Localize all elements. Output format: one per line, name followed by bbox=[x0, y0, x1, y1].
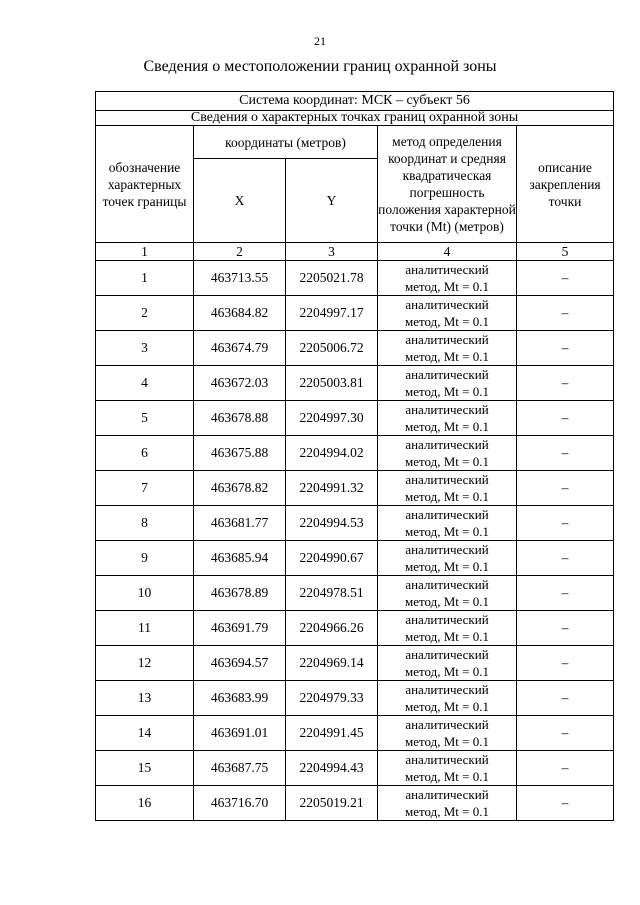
y-coordinate-cell: 2204990.67 bbox=[286, 541, 378, 576]
description-cell: – bbox=[517, 471, 614, 506]
method-line: метод, Mt = 0.1 bbox=[405, 454, 489, 469]
description-cell: – bbox=[517, 401, 614, 436]
header-method: метод определения координат и средняя квадратическая погрешность положения характерной точки (Mt) (метров) bbox=[378, 126, 517, 243]
point-number-cell: 5 bbox=[96, 401, 194, 436]
method-line: аналитический bbox=[405, 262, 489, 277]
y-coordinate-cell: 2204978.51 bbox=[286, 576, 378, 611]
table-row bbox=[96, 471, 614, 506]
x-coordinate-cell: 463681.77 bbox=[194, 506, 286, 541]
point-number-cell: 2 bbox=[96, 296, 194, 331]
y-coordinate-cell: 2204997.17 bbox=[286, 296, 378, 331]
point-number-cell: 16 bbox=[96, 786, 194, 821]
coordinate-system-row: Система координат: МСК – субъект 56 bbox=[96, 92, 614, 111]
method-line: метод, Mt = 0.1 bbox=[405, 419, 489, 434]
header-description: описание закрепления точки bbox=[517, 126, 614, 243]
description-cell: – bbox=[517, 716, 614, 751]
method-cell bbox=[378, 296, 517, 331]
point-number-cell: 11 bbox=[96, 611, 194, 646]
description-cell: – bbox=[517, 576, 614, 611]
method-line: метод, Mt = 0.1 bbox=[405, 279, 489, 294]
y-coordinate-cell: 2204994.02 bbox=[286, 436, 378, 471]
method-line: аналитический bbox=[405, 647, 489, 662]
description-cell: – bbox=[517, 751, 614, 786]
description-cell: – bbox=[517, 506, 614, 541]
point-number-cell: 15 bbox=[96, 751, 194, 786]
y-coordinate-cell: 2204994.53 bbox=[286, 506, 378, 541]
method-line: метод, Mt = 0.1 bbox=[405, 594, 489, 609]
method-cell bbox=[378, 261, 517, 296]
x-coordinate-cell: 463713.55 bbox=[194, 261, 286, 296]
x-coordinate-cell: 463691.01 bbox=[194, 716, 286, 751]
method-line: метод, Mt = 0.1 bbox=[405, 629, 489, 644]
method-line: метод, Mt = 0.1 bbox=[405, 559, 489, 574]
x-coordinate-cell: 463674.79 bbox=[194, 331, 286, 366]
method-cell bbox=[378, 751, 517, 786]
table-row bbox=[96, 506, 614, 541]
description-cell: – bbox=[517, 611, 614, 646]
method-line: аналитический bbox=[405, 332, 489, 347]
table-row bbox=[96, 681, 614, 716]
method-line: метод, Mt = 0.1 bbox=[405, 769, 489, 784]
y-coordinate-cell: 2204991.32 bbox=[286, 471, 378, 506]
point-number-cell: 12 bbox=[96, 646, 194, 681]
method-line: аналитический bbox=[405, 577, 489, 592]
x-coordinate-cell: 463691.79 bbox=[194, 611, 286, 646]
x-coordinate-cell: 463683.99 bbox=[194, 681, 286, 716]
x-coordinate-cell: 463694.57 bbox=[194, 646, 286, 681]
method-line: метод, Mt = 0.1 bbox=[405, 734, 489, 749]
description-cell: – bbox=[517, 681, 614, 716]
description-cell: – bbox=[517, 646, 614, 681]
description-cell: – bbox=[517, 331, 614, 366]
header-designation: обозначение характерных точек границы bbox=[96, 126, 194, 243]
method-cell bbox=[378, 401, 517, 436]
point-number-cell: 1 bbox=[96, 261, 194, 296]
method-line: аналитический bbox=[405, 437, 489, 452]
method-line: метод, Mt = 0.1 bbox=[405, 384, 489, 399]
method-cell bbox=[378, 541, 517, 576]
table-row bbox=[96, 646, 614, 681]
table-row bbox=[96, 366, 614, 401]
x-coordinate-cell: 463684.82 bbox=[194, 296, 286, 331]
y-coordinate-cell: 2205021.78 bbox=[286, 261, 378, 296]
point-number-cell: 13 bbox=[96, 681, 194, 716]
x-coordinate-cell: 463678.88 bbox=[194, 401, 286, 436]
x-coordinate-cell: 463678.89 bbox=[194, 576, 286, 611]
table-row bbox=[96, 751, 614, 786]
point-number-cell: 8 bbox=[96, 506, 194, 541]
method-line: аналитический bbox=[405, 297, 489, 312]
method-line: аналитический bbox=[405, 507, 489, 522]
y-coordinate-cell: 2204969.14 bbox=[286, 646, 378, 681]
method-line: аналитический bbox=[405, 752, 489, 767]
method-line: метод, Mt = 0.1 bbox=[405, 699, 489, 714]
table-row bbox=[96, 541, 614, 576]
column-number: 4 bbox=[378, 243, 517, 261]
table-row bbox=[96, 296, 614, 331]
column-number: 1 bbox=[96, 243, 194, 261]
method-cell bbox=[378, 366, 517, 401]
method-line: метод, Mt = 0.1 bbox=[405, 804, 489, 819]
description-cell: – bbox=[517, 541, 614, 576]
characteristic-points-info-row: Сведения о характерных точках границ охранной зоны bbox=[96, 111, 614, 126]
y-coordinate-cell: 2205003.81 bbox=[286, 366, 378, 401]
table-row bbox=[96, 576, 614, 611]
method-cell bbox=[378, 506, 517, 541]
y-coordinate-cell: 2204997.30 bbox=[286, 401, 378, 436]
page-number: 21 bbox=[314, 34, 326, 48]
point-number-cell: 7 bbox=[96, 471, 194, 506]
coordinates-table-body bbox=[96, 261, 614, 821]
method-line: метод, Mt = 0.1 bbox=[405, 314, 489, 329]
table-row bbox=[96, 786, 614, 821]
method-line: метод, Mt = 0.1 bbox=[405, 489, 489, 504]
y-coordinate-cell: 2205006.72 bbox=[286, 331, 378, 366]
coordinates-table bbox=[95, 91, 614, 821]
description-cell: – bbox=[517, 366, 614, 401]
method-cell bbox=[378, 331, 517, 366]
method-line: аналитический bbox=[405, 402, 489, 417]
method-line: метод, Mt = 0.1 bbox=[405, 524, 489, 539]
method-cell bbox=[378, 611, 517, 646]
y-coordinate-cell: 2205019.21 bbox=[286, 786, 378, 821]
point-number-cell: 9 bbox=[96, 541, 194, 576]
table-row bbox=[96, 401, 614, 436]
header-x: X bbox=[194, 159, 286, 243]
description-cell: – bbox=[517, 261, 614, 296]
table-row bbox=[96, 331, 614, 366]
method-line: аналитический bbox=[405, 542, 489, 557]
table-row bbox=[96, 716, 614, 751]
method-line: метод, Mt = 0.1 bbox=[405, 664, 489, 679]
method-line: аналитический bbox=[405, 787, 489, 802]
point-number-cell: 14 bbox=[96, 716, 194, 751]
table-row bbox=[96, 261, 614, 296]
method-cell bbox=[378, 646, 517, 681]
header-y: Y bbox=[286, 159, 378, 243]
x-coordinate-cell: 463716.70 bbox=[194, 786, 286, 821]
method-cell bbox=[378, 436, 517, 471]
description-cell: – bbox=[517, 436, 614, 471]
method-cell bbox=[378, 471, 517, 506]
column-number: 3 bbox=[286, 243, 378, 261]
document-title: Сведения о местоположении границ охранной зоны bbox=[143, 58, 497, 75]
x-coordinate-cell: 463685.94 bbox=[194, 541, 286, 576]
column-numbers-row bbox=[96, 243, 614, 261]
y-coordinate-cell: 2204979.33 bbox=[286, 681, 378, 716]
point-number-cell: 10 bbox=[96, 576, 194, 611]
x-coordinate-cell: 463672.03 bbox=[194, 366, 286, 401]
header-coordinates: координаты (метров) bbox=[194, 126, 378, 159]
y-coordinate-cell: 2204966.26 bbox=[286, 611, 378, 646]
method-cell bbox=[378, 786, 517, 821]
method-line: аналитический bbox=[405, 472, 489, 487]
point-number-cell: 6 bbox=[96, 436, 194, 471]
x-coordinate-cell: 463675.88 bbox=[194, 436, 286, 471]
method-line: аналитический bbox=[405, 612, 489, 627]
method-line: аналитический bbox=[405, 367, 489, 382]
point-number-cell: 3 bbox=[96, 331, 194, 366]
y-coordinate-cell: 2204991.45 bbox=[286, 716, 378, 751]
table-row bbox=[96, 436, 614, 471]
method-cell bbox=[378, 681, 517, 716]
x-coordinate-cell: 463687.75 bbox=[194, 751, 286, 786]
table-row bbox=[96, 611, 614, 646]
description-cell: – bbox=[517, 296, 614, 331]
method-line: аналитический bbox=[405, 682, 489, 697]
method-line: метод, Mt = 0.1 bbox=[405, 349, 489, 364]
column-number: 2 bbox=[194, 243, 286, 261]
x-coordinate-cell: 463678.82 bbox=[194, 471, 286, 506]
method-cell bbox=[378, 576, 517, 611]
description-cell: – bbox=[517, 786, 614, 821]
y-coordinate-cell: 2204994.43 bbox=[286, 751, 378, 786]
method-line: аналитический bbox=[405, 717, 489, 732]
point-number-cell: 4 bbox=[96, 366, 194, 401]
method-cell bbox=[378, 716, 517, 751]
column-number: 5 bbox=[517, 243, 614, 261]
